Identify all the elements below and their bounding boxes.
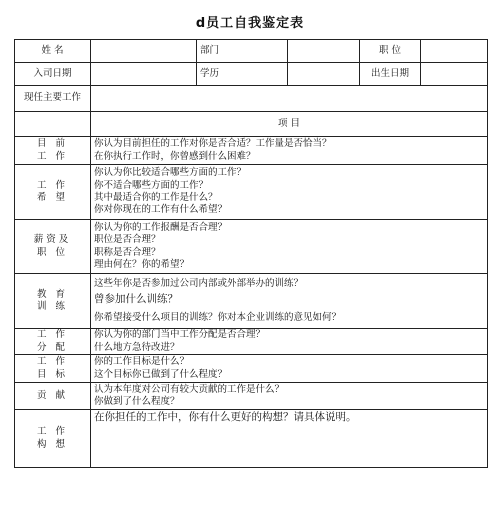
section-row-work-hope [15, 165, 488, 220]
category-line: 目 标 [36, 368, 69, 380]
questions-work-allocation[interactable] [91, 329, 488, 355]
current-work-field[interactable] [91, 86, 488, 112]
birth-date-label: 出生日期 [360, 63, 421, 86]
question-line: 你的工作目标是什么？ [94, 356, 190, 368]
section-row-contribution [15, 383, 488, 410]
question-line: 你认为你比较适合哪些方面的工作？ [94, 167, 247, 179]
category-line: 分 配 [36, 341, 69, 353]
category-work-ideas [15, 410, 91, 468]
name-field[interactable] [91, 40, 197, 63]
birth-date-field[interactable] [421, 63, 488, 86]
dept-field[interactable] [288, 40, 360, 63]
questions-work-goal[interactable] [91, 355, 488, 383]
category-current-work [15, 137, 91, 165]
question-line: 职位是否合理？ [94, 234, 161, 246]
education-label: 学历 [197, 63, 288, 86]
category-line: 工 作 [36, 426, 69, 438]
question-line: 理由何在？你的希望？ [94, 258, 190, 270]
question-line: 认为本年度对公司有较大贡献的工作是什么？ [94, 383, 285, 395]
current-work-label: 现任主要工作 [15, 86, 91, 112]
category-line: 教 育 [36, 288, 69, 300]
current-work-row [15, 86, 488, 112]
question-line: 在你执行工作时，你曾感到什么困难？ [94, 150, 256, 162]
category-contribution [15, 383, 91, 410]
name-label: 姓 名 [15, 40, 91, 63]
position-field[interactable] [421, 40, 488, 63]
section-header-row [15, 112, 488, 137]
questions-salary-position[interactable] [91, 220, 488, 274]
question-line: 你对你现在的工作有什么希望？ [94, 204, 228, 216]
category-work-hope [15, 165, 91, 220]
question-line: 你认为目前担任的工作对你是否合适？工作量是否恰当？ [94, 138, 332, 150]
education-field[interactable] [288, 63, 360, 86]
question-line: 什么地方急待改进？ [94, 341, 180, 353]
question-line: 你认为你的部门当中工作分配是否合理？ [94, 329, 266, 341]
question-line: 这个目标你已做到了什么程度？ [94, 368, 228, 380]
question-line: 曾参加什么训练？ [94, 292, 178, 305]
category-line: 目 前 [36, 138, 69, 150]
questions-work-hope[interactable] [91, 165, 488, 220]
section-row-salary [15, 220, 488, 274]
category-line: 职 位 [36, 246, 69, 258]
category-work-goal [15, 355, 91, 383]
section-row-goal [15, 355, 488, 383]
question-line: 在你担任的工作中，你有什么更好的构想？请具体说明。 [94, 411, 357, 423]
question-line: 你希望接受什么项目的训练？你对本企业训练的意见如何？ [94, 311, 342, 323]
category-line: 工 作 [36, 150, 69, 162]
category-line: 工 作 [36, 179, 69, 191]
question-line: 你不适合哪些方面的工作？ [94, 179, 209, 191]
section-row-ideas [15, 410, 488, 468]
section-row-training [15, 274, 488, 329]
dept-label: 部门 [197, 40, 288, 63]
category-line: 工 作 [36, 356, 69, 368]
question-line: 你认为你的工作报酬是否合理？ [94, 221, 228, 233]
questions-contribution[interactable] [91, 383, 488, 410]
question-line: 职称是否合理？ [94, 246, 161, 258]
question-line: 其中最适合你的工作是什么？ [94, 192, 218, 203]
questions-current-work[interactable] [91, 137, 488, 165]
hire-date-field[interactable] [91, 63, 197, 86]
header-blank-cell [15, 112, 91, 137]
section-header: 项 目 [91, 112, 488, 137]
questions-work-ideas[interactable] [91, 410, 488, 468]
question-line: 你做到了什么程度？ [94, 396, 180, 407]
questions-education-training[interactable] [91, 274, 488, 329]
form-title: d员工自我鉴定表 [195, 16, 305, 31]
self-evaluation-form [14, 39, 488, 468]
section-row-current-work [15, 137, 488, 165]
question-line: 这些年你是否参加过公司内部或外部举办的训练？ [94, 278, 304, 290]
info-row-2 [15, 63, 488, 86]
position-label: 职 位 [360, 40, 421, 63]
hire-date-label: 入司日期 [15, 63, 91, 86]
category-line: 工 作 [36, 329, 69, 341]
category-line: 贡 献 [36, 389, 69, 401]
info-row-1 [15, 40, 488, 63]
category-line: 薪资及 [33, 234, 72, 246]
category-salary-position [15, 220, 91, 274]
category-work-allocation [15, 329, 91, 355]
category-line: 构 想 [36, 438, 69, 450]
category-education-training [15, 274, 91, 329]
category-line: 训 练 [36, 301, 69, 312]
section-row-allocation [15, 329, 488, 355]
category-line: 希 望 [36, 192, 69, 203]
